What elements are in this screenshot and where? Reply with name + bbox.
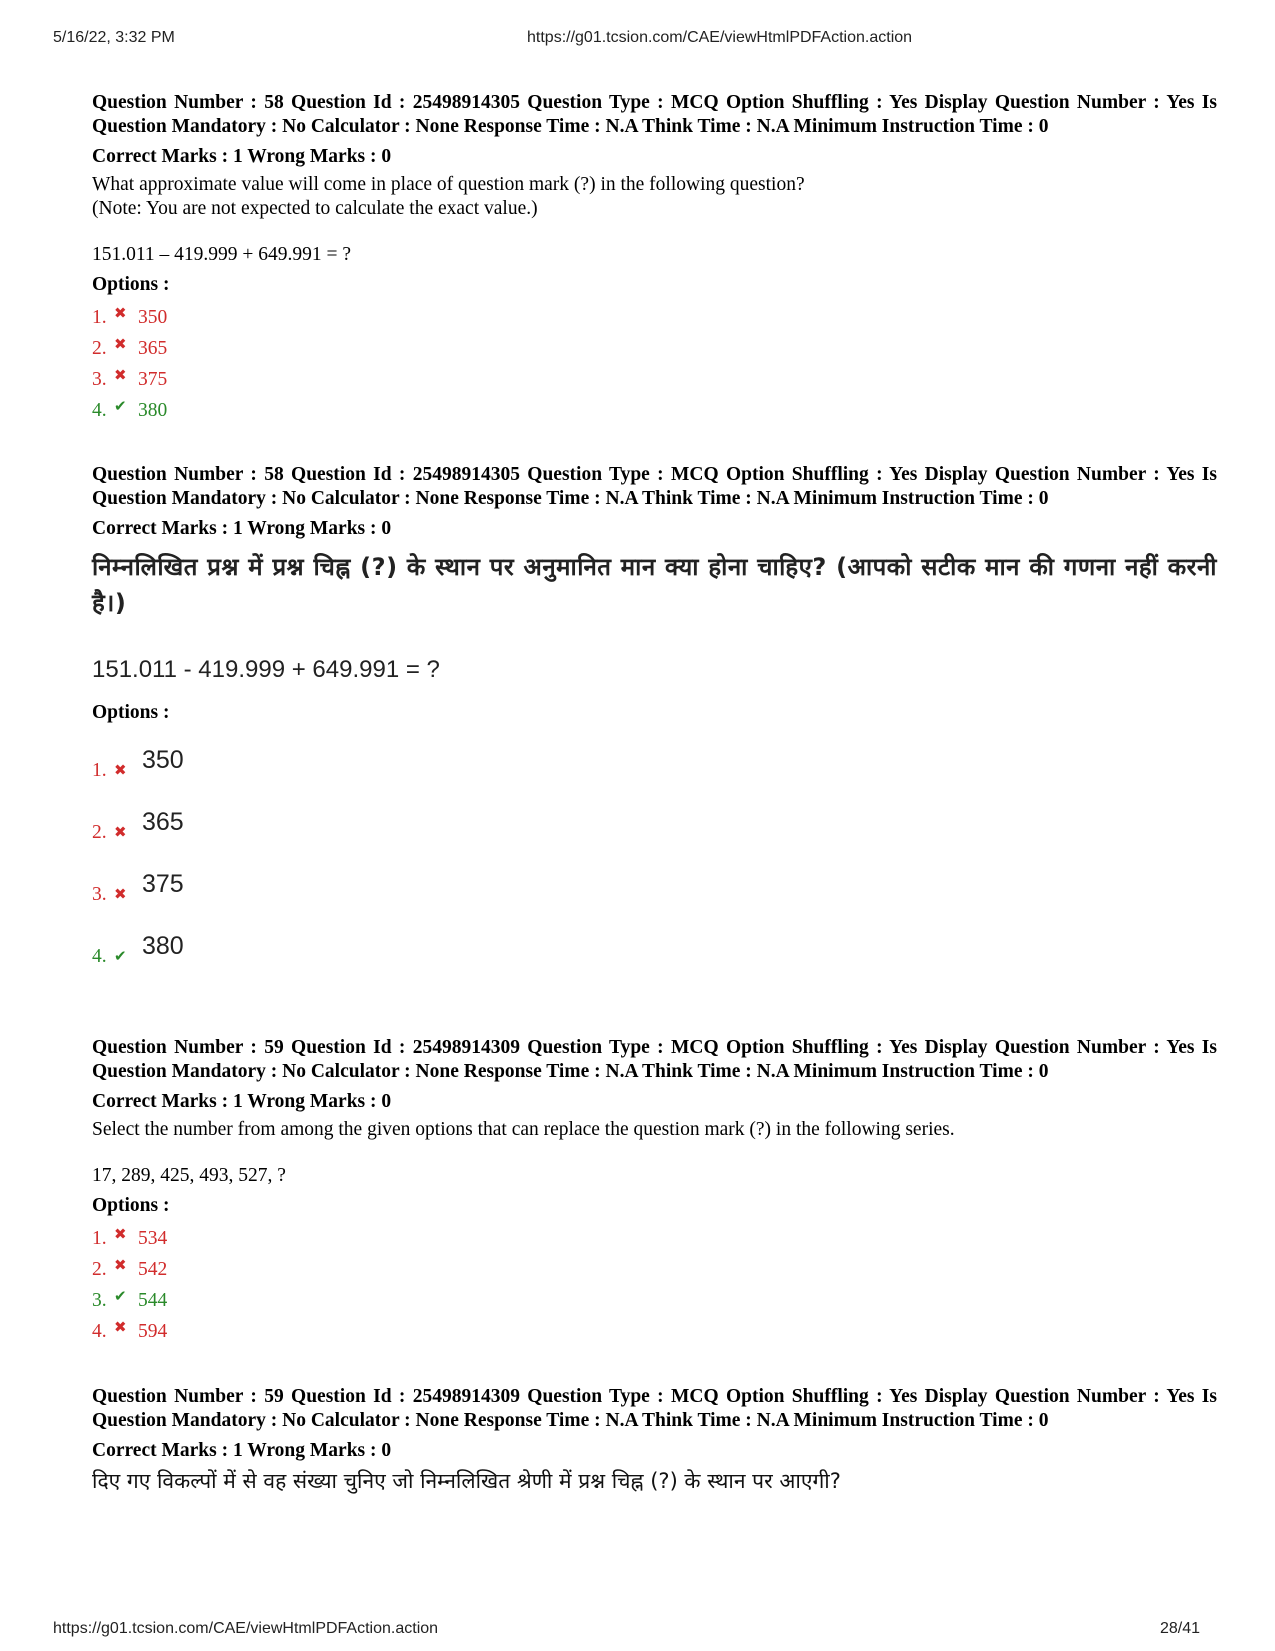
option-item-correct xyxy=(92,907,1217,969)
option-value: 350 xyxy=(142,746,184,774)
question-meta: Question Number : 58 Question Id : 25498914305 Question Type : MCQ Option Shuffling : Yes Display Question Number : Yes Is Question Mandatory : No Calculator : None Response Time : N.A Think Time : N.A Minimum Instruction Time : 0 xyxy=(92,464,1217,509)
cross-icon: ✖ xyxy=(114,761,127,779)
option-value: 380 xyxy=(138,399,168,421)
question-meta: Question Number : 59 Question Id : 25498914309 Question Type : MCQ Option Shuffling : Yes Display Question Number : Yes Is Question Mandatory : No Calculator : None Response Time : N.A Think Time : N.A Minimum Instruction Time : 0 xyxy=(92,1037,1217,1082)
question-paper xyxy=(92,91,1217,1495)
option-number: 1. xyxy=(92,760,107,781)
option-item xyxy=(92,333,1217,364)
question-marks: Correct Marks : 1 Wrong Marks : 0 xyxy=(92,146,392,167)
cross-icon: ✖ xyxy=(114,885,127,903)
option-value: 350 xyxy=(138,306,168,328)
option-item-correct xyxy=(92,395,1217,426)
question-meta: Question Number : 59 Question Id : 25498914309 Question Type : MCQ Option Shuffling : Yes Display Question Number : Yes Is Question Mandatory : No Calculator : None Response Time : N.A Think Time : N.A Minimum Instruction Time : 0 xyxy=(92,1386,1217,1431)
option-item xyxy=(92,725,1217,783)
option-number: 4. xyxy=(92,399,107,421)
question-block xyxy=(92,463,1217,969)
option-number: 1. xyxy=(92,1227,107,1249)
question-text: निम्नलिखित प्रश्न में प्रश्न चिह्न (?) के स्थान पर अनुमानित मान क्या होना चाहिए? (आपको सटीक मान की गणना नहीं करनी है।) xyxy=(92,553,1217,617)
checkmark-icon: ✔ xyxy=(114,396,127,415)
question-text xyxy=(92,173,1217,221)
question-expression: 17, 289, 425, 493, 527, ? xyxy=(92,1165,286,1186)
question-expression: 151.011 – 419.999 + 649.991 = ? xyxy=(92,244,352,265)
option-number: 2. xyxy=(92,337,107,359)
cross-icon: ✖ xyxy=(114,365,127,384)
option-value: 544 xyxy=(138,1289,168,1311)
option-item xyxy=(92,845,1217,907)
cross-icon: ✖ xyxy=(114,1255,127,1274)
option-number: 3. xyxy=(92,368,107,390)
question-marks: Correct Marks : 1 Wrong Marks : 0 xyxy=(92,1440,392,1461)
question-text-line: (Note: You are not expected to calculate the exact value.) xyxy=(92,198,538,219)
options-label: Options : xyxy=(92,1195,170,1216)
question-marks: Correct Marks : 1 Wrong Marks : 0 xyxy=(92,1091,392,1112)
option-item xyxy=(92,364,1217,395)
option-value: 380 xyxy=(142,932,184,960)
option-item xyxy=(92,783,1217,845)
question-block xyxy=(92,1385,1217,1495)
checkmark-icon: ✔ xyxy=(114,947,127,965)
footer-url: https://g01.tcsion.com/CAE/viewHtmlPDFAction.action xyxy=(53,1620,439,1637)
option-item xyxy=(92,1316,1217,1347)
cross-icon: ✖ xyxy=(114,1224,127,1243)
cross-icon: ✖ xyxy=(114,823,127,841)
option-value: 375 xyxy=(138,368,168,390)
checkmark-icon: ✔ xyxy=(114,1286,127,1305)
option-number: 3. xyxy=(92,884,107,905)
option-item-correct xyxy=(92,1285,1217,1316)
option-value: 594 xyxy=(138,1320,168,1342)
options-label: Options : xyxy=(92,702,170,723)
options-label: Options : xyxy=(92,274,170,295)
question-expression: 151.011 - 419.999 + 649.991 = ? xyxy=(92,656,440,683)
question-block xyxy=(92,1036,1217,1347)
question-marks: Correct Marks : 1 Wrong Marks : 0 xyxy=(92,518,392,539)
option-value: 542 xyxy=(138,1258,168,1280)
question-text-line: What approximate value will come in place of question mark (?) in the following question? xyxy=(92,174,805,195)
question-block xyxy=(92,91,1217,426)
header-url: https://g01.tcsion.com/CAE/viewHtmlPDFAction.action xyxy=(527,29,913,46)
option-item xyxy=(92,302,1217,333)
cross-icon: ✖ xyxy=(114,303,127,322)
question-text: Select the number from among the given options that can replace the question mark (?) in the following series. xyxy=(92,1119,955,1140)
cross-icon: ✖ xyxy=(114,334,127,353)
option-number: 3. xyxy=(92,1289,107,1311)
option-value: 365 xyxy=(138,337,168,359)
option-item xyxy=(92,1223,1217,1254)
option-number: 2. xyxy=(92,1258,107,1280)
option-number: 1. xyxy=(92,306,107,328)
option-number: 4. xyxy=(92,946,107,967)
question-meta: Question Number : 58 Question Id : 25498914305 Question Type : MCQ Option Shuffling : Yes Display Question Number : Yes Is Question Mandatory : No Calculator : None Response Time : N.A Think Time : N.A Minimum Instruction Time : 0 xyxy=(92,92,1217,137)
option-number: 4. xyxy=(92,1320,107,1342)
option-value: 375 xyxy=(142,870,184,898)
option-value: 534 xyxy=(138,1227,168,1249)
cross-icon: ✖ xyxy=(114,1317,127,1336)
header-datetime: 5/16/22, 3:32 PM xyxy=(53,29,175,46)
option-number: 2. xyxy=(92,822,107,843)
option-item xyxy=(92,1254,1217,1285)
page-number: 28/41 xyxy=(1160,1620,1201,1637)
question-text: दिए गए विकल्पों में से वह संख्या चुनिए जो निम्नलिखित श्रेणी में प्रश्न चिह्न (?) के स्थान पर आएगी? xyxy=(92,1469,841,1493)
option-value: 365 xyxy=(142,808,184,836)
